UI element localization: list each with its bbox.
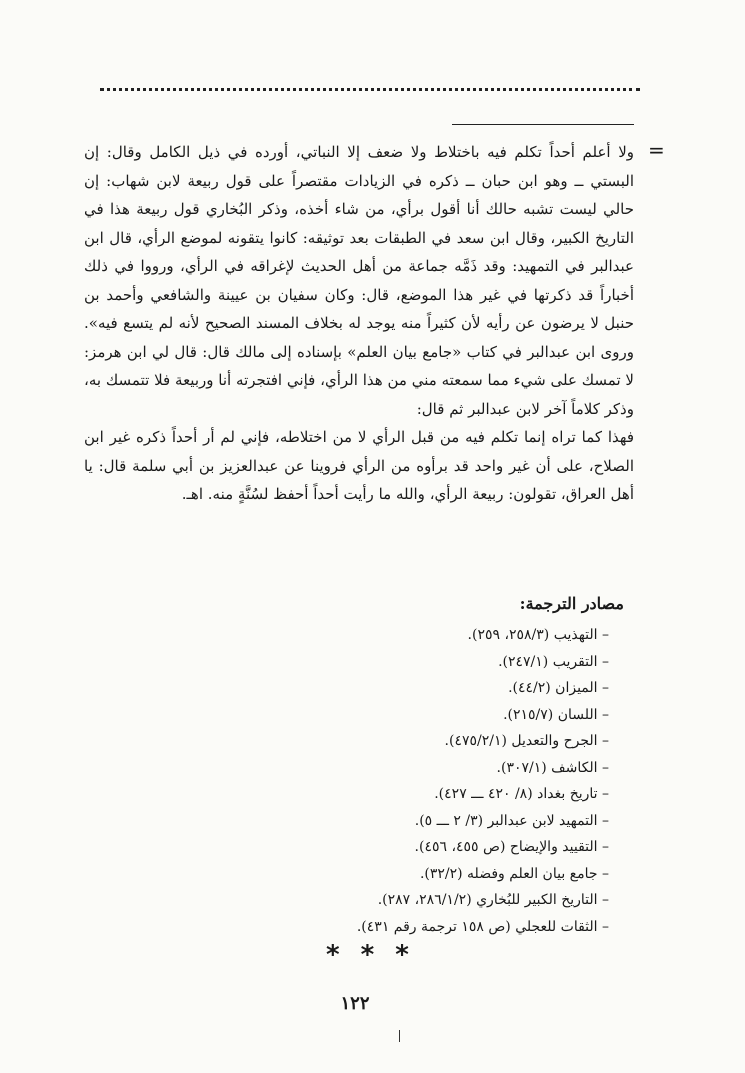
page-number: ١٢٢ [340,993,370,1014]
source-item: – تاريخ بغداد (٨/ ٤٢٠ ـــ ٤٢٧). [357,781,609,808]
sources-heading: مصادر الترجمة: [519,594,624,613]
source-item: – التهذيب (٢٥٨/٣، ٢٥٩). [357,622,609,649]
footnote-text [84,138,634,509]
binding-mark [399,1030,400,1042]
source-item: – التقييد والإيضاح (ص ٤٥٥، ٤٥٦). [357,834,609,861]
source-item: – اللسان (٢١٥/٧). [357,702,609,729]
footnote-rule [452,124,634,125]
section-separator-stars: * * * [326,940,415,970]
dotted-separator [100,88,640,91]
source-item: – الجرح والتعديل (٤٧٥/٢/١). [357,728,609,755]
sources-list [357,622,609,940]
paragraph-2: فهذا كما تراه إنما تكلم فيه من قبل الرأي لا من اختلاطه، فإني لم أر أحداً ذكره غير ابن الصلاح، على أن غير واحد قد برأوه من الرأي فروينا عن عبدالعزيز بن أبي سلمة قال: يا أهل العراق، تقولون: ربيعة الرأي، والله ما رأيت أحداً أحفظ لسُنَّةٍ منه. اهـ. [84,428,634,503]
footnote-continuation-marker: = [648,138,665,162]
source-item: – الميزان (٤٤/٢). [357,675,609,702]
source-item: – التمهيد لابن عبدالبر (٣/ ٢ ـــ ٥). [357,808,609,835]
source-item: – التقريب (٢٤٧/١). [357,649,609,676]
paragraph-1: ولا أعلم أحداً تكلم فيه باختلاط ولا ضعف إلا النباتي، أورده في ذيل الكامل وقال: إن البستي ــ وهو ابن حبان ــ ذكره في الزيادات مقتصراً على قول ربيعة لابن شهاب: إن حالي ليست تشبه حالك أنا أقول برأي، من شاء أخذه، وذكر البُخاري قول ربيعة هذا في التاريخ الكبير، وقال ابن سعد في الطبقات بعد توثيقه: كانوا يتقونه لموضع الرأي، قال ابن عبدالبر في التمهيد: وقد ذَمَّه جماعة من أهل الحديث لإغراقه في الرأي، ورووا في ذلك أخباراً قد ذكرتها في غير هذا الموضع، قال: وكان سفيان بن عيينة والشافعي وأحمد بن حنبل لا يرضون عن رأيه لأن كثيراً منه يوجد له بخلاف المسند الصحيح لأنه لم يتسع فيه». وروى ابن عبدالبر في كتاب «جامع بيان العلم» بإسناده إلى مالك قال: قال لي ابن هرمز: لا تمسك على شيء مما سمعته مني من هذا الرأي، فإني افتجرته أنا وربيعة فلا تتمسك به، وذكر كلاماً آخر لابن عبدالبر ثم قال: [84,143,634,418]
source-item: – جامع بيان العلم وفضله (٣٢/٢). [357,861,609,888]
source-item: – التاريخ الكبير للبُخاري (٢٨٦/١/٢، ٢٨٧). [357,887,609,914]
source-item: – الثقات للعجلي (ص ١٥٨ ترجمة رقم ٤٣١). [357,914,609,941]
source-item: – الكاشف (٣٠٧/١). [357,755,609,782]
